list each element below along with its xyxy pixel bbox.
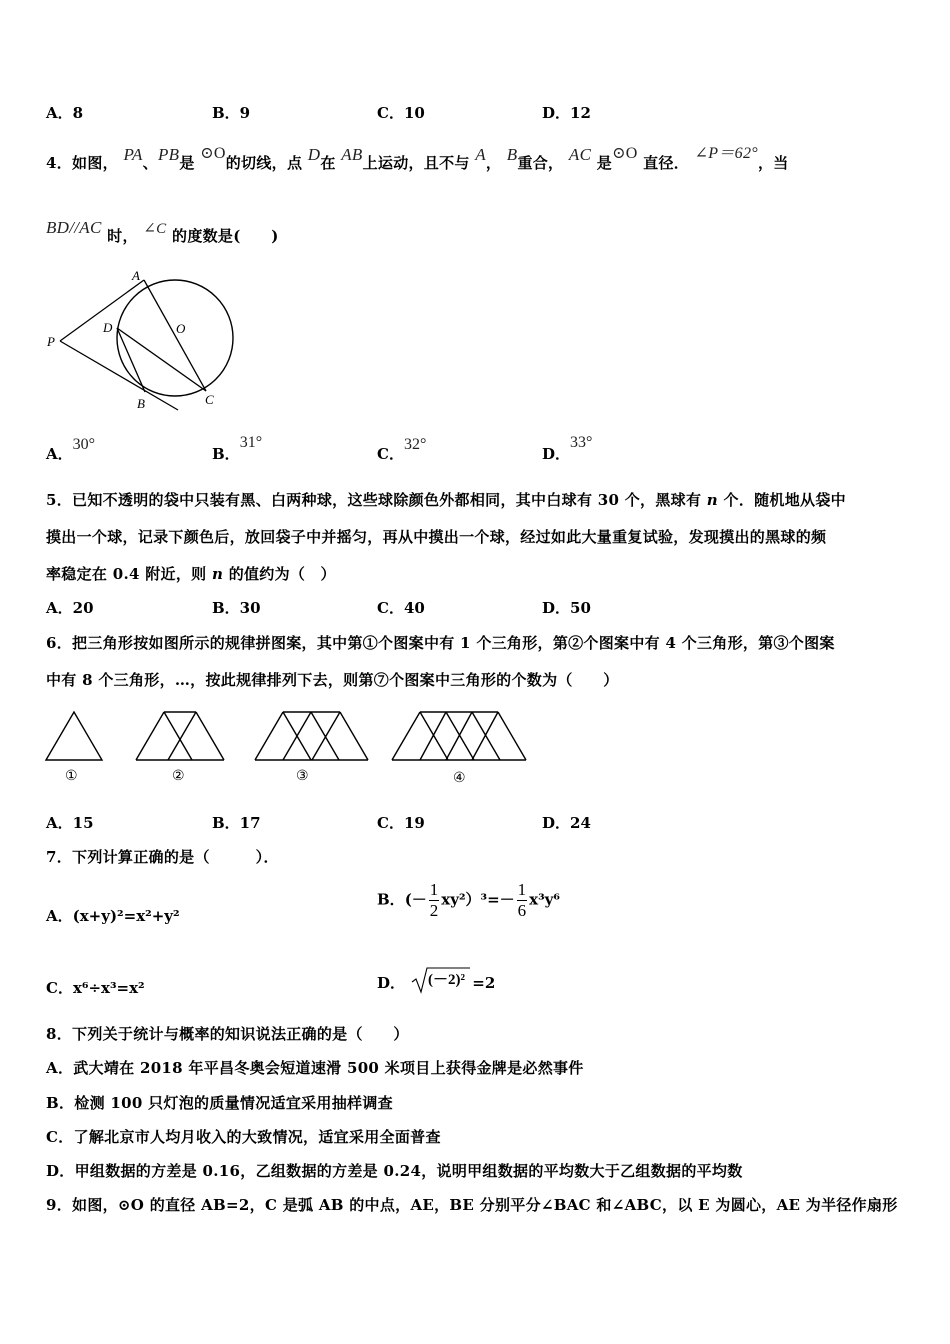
q4-shi1: 是 — [179, 154, 195, 172]
q7-b-den1: 2 — [429, 901, 439, 920]
q4-ac: AC — [568, 145, 592, 164]
q7-option-a-expr: (x+y)²=x²+y² — [72, 907, 180, 925]
q5-option-d: D．50 — [542, 599, 591, 617]
q4-circle-o-1: ⊙O — [200, 145, 226, 162]
q7-option-b-open: (－ — [404, 890, 427, 909]
q4-angle-c: ∠C — [143, 221, 167, 237]
q4-zhijing: 直径． — [643, 154, 690, 172]
q4-pb: PB — [157, 145, 180, 164]
q5-option-c: C．40 — [377, 599, 425, 617]
q4-chonghe: 重合， — [517, 154, 564, 172]
q4-pa: PA — [123, 145, 143, 164]
q7-option-c-expr: x⁶÷x³=x² — [72, 979, 145, 997]
q7-b-num1: 1 — [429, 880, 439, 899]
q7-b-den2: 6 — [517, 901, 527, 920]
q6-line2: 中有 8 个三角形，…，按此规律排列下去，则第⑦个图案中三角形的个数为（ ） — [46, 671, 619, 689]
q5-option-b: B．30 — [212, 599, 261, 617]
q7-option-d-rad: (－2)² — [428, 972, 466, 988]
q7-option-b-frac1 — [429, 880, 440, 921]
q4-label-a: A — [132, 268, 140, 283]
q6-figure — [40, 705, 540, 785]
q4-qiexian: 的切线，点 — [225, 154, 303, 172]
q5-option-a: A．20 — [46, 599, 94, 617]
q7-b-num2: 1 — [517, 880, 527, 899]
q7-option-b-label: B． — [377, 890, 405, 909]
q4-option-c — [377, 436, 427, 464]
q3-option-d: D．12 — [542, 104, 591, 122]
q7-option-b-frac2 — [517, 880, 528, 921]
q4-label-d: D — [103, 320, 113, 335]
q7-option-b-end: x³y⁶ — [529, 890, 560, 909]
q6-pattern-3 — [255, 712, 368, 760]
q4-option-d-value: 33° — [570, 434, 593, 451]
q4-sep: 、 — [142, 154, 158, 172]
q6-option-a: A．15 — [46, 814, 94, 832]
q5-line3b: 的值约为（ ） — [223, 565, 336, 583]
q3-option-a: A．8 — [46, 104, 84, 122]
q6-pattern-2 — [136, 712, 224, 760]
q6-option-c: C．19 — [377, 814, 425, 832]
q7-option-b — [377, 880, 560, 921]
q3-option-b: B．9 — [212, 104, 251, 122]
q5-line3a: 率稳定在 0.4 附近，则 — [46, 565, 212, 583]
q7-option-a — [46, 905, 180, 926]
q4-zai: 在 — [320, 154, 336, 172]
q4-shi2: 是 — [596, 154, 613, 172]
q5-line2: 摸出一个球，记录下颜色后，放回袋子中并摇匀，再从中摸出一个球，经过如此大量重复试验，发现摸出的黑球的频 — [46, 528, 827, 546]
q5-n1: n — [706, 491, 718, 509]
q4-circle-o-2: ⊙O — [612, 145, 638, 162]
q4-stem-line2 — [46, 218, 279, 246]
q4-option-d-label: D． — [542, 445, 571, 463]
q4-tangent-pa — [60, 280, 144, 341]
q5-line1a: 5．已知不透明的袋中只装有黑、白两种球，这些球除颜色外都相同，其中白球有 30 个，黑球有 — [46, 491, 707, 509]
q4-d: D — [307, 145, 321, 164]
q4-option-a-value: 30° — [72, 436, 96, 453]
q7-option-c — [46, 977, 145, 998]
q6-pattern-1 — [46, 712, 102, 760]
q4-option-c-label: C． — [377, 445, 404, 463]
q4-angle-p: ∠P＝62° — [694, 145, 758, 162]
q4-shi: 时， — [107, 227, 138, 245]
q5-line3 — [46, 563, 336, 584]
q8-option-a: A．武大靖在 2018 年平昌冬奥会短道速滑 500 米项目上获得金牌是必然事件 — [46, 1059, 584, 1077]
q4-label-p: P — [47, 334, 55, 349]
q4-shangyundong: 上运动，且不与 — [362, 154, 470, 172]
q6-label-2: ② — [172, 769, 185, 784]
q4-option-a-label: A． — [46, 445, 73, 463]
q6-pattern-4 — [392, 712, 526, 760]
q7-option-d-label: D． — [377, 974, 406, 992]
q6-option-b: B．17 — [212, 814, 261, 832]
q4-b: B — [506, 145, 518, 164]
q4-question: 的度数是( ) — [172, 227, 279, 245]
q6-line1: 6．把三角形按如图所示的规律拼图案，其中第①个图案中有 1 个三角形，第②个图案中有 4 个三角形，第③个图案 — [46, 634, 835, 652]
q6-label-3: ③ — [296, 769, 309, 784]
q4-a: A — [475, 145, 486, 164]
q4-option-c-value: 32° — [403, 436, 427, 453]
q6-label-1: ① — [65, 769, 78, 784]
q4-comma: ， — [485, 154, 502, 172]
q4-figure — [40, 265, 250, 415]
q7-option-c-label: C． — [46, 979, 73, 997]
q7-option-d-end: =2 — [472, 974, 496, 992]
q4-num: 4．如图， — [46, 154, 118, 172]
q4-label-c: C — [205, 392, 214, 407]
q4-circle — [117, 280, 233, 396]
q4-option-d — [542, 434, 593, 464]
q4-option-b-value: 31° — [239, 434, 263, 451]
q7-option-a-label: A． — [46, 907, 73, 925]
q6-label-4: ④ — [453, 771, 466, 785]
q4-option-b-label: B． — [212, 445, 240, 463]
q5-line1 — [46, 489, 846, 510]
q7-option-d — [377, 970, 495, 998]
q4-stem — [46, 145, 789, 173]
q4-option-a — [46, 436, 96, 464]
q8-option-c: C．了解北京市人均月收入的大致情况，适宜采用全面普查 — [46, 1128, 441, 1146]
sqrt-icon — [410, 966, 472, 994]
q3-option-c: C．10 — [377, 104, 425, 122]
q4-condition: BD//AC — [46, 218, 102, 237]
q8-stem: 8．下列关于统计与概率的知识说法正确的是（ ） — [46, 1025, 409, 1043]
q4-option-b — [212, 434, 263, 464]
q4-arc-ab: AB — [341, 145, 363, 164]
q7-stem: 7．下列计算正确的是（ ）． — [46, 848, 279, 866]
q6-option-d: D．24 — [542, 814, 591, 832]
q8-option-d: D．甲组数据的方差是 0.16，乙组数据的方差是 0.24，说明甲组数据的平均数大于乙组数据的平均数 — [46, 1162, 743, 1180]
q4-diameter-ac — [144, 280, 206, 391]
q7-option-b-mid: xy²）³=－ — [441, 890, 515, 909]
q5-line1b: 个．随机地从袋中 — [718, 491, 846, 509]
q8-option-b: B．检测 100 只灯泡的质量情况适宜采用抽样调查 — [46, 1094, 393, 1112]
q4-label-b: B — [137, 396, 145, 411]
q4-dang: ，当 — [757, 154, 789, 172]
q5-n2: n — [211, 565, 224, 583]
q9-stem: 9．如图，⊙O 的直径 AB=2，C 是弧 AB 的中点，AE，BE 分别平分∠BAC 和∠ABC，以 E 为圆心，AE 为半径作扇形 — [46, 1196, 898, 1214]
q4-label-o: O — [176, 321, 186, 336]
